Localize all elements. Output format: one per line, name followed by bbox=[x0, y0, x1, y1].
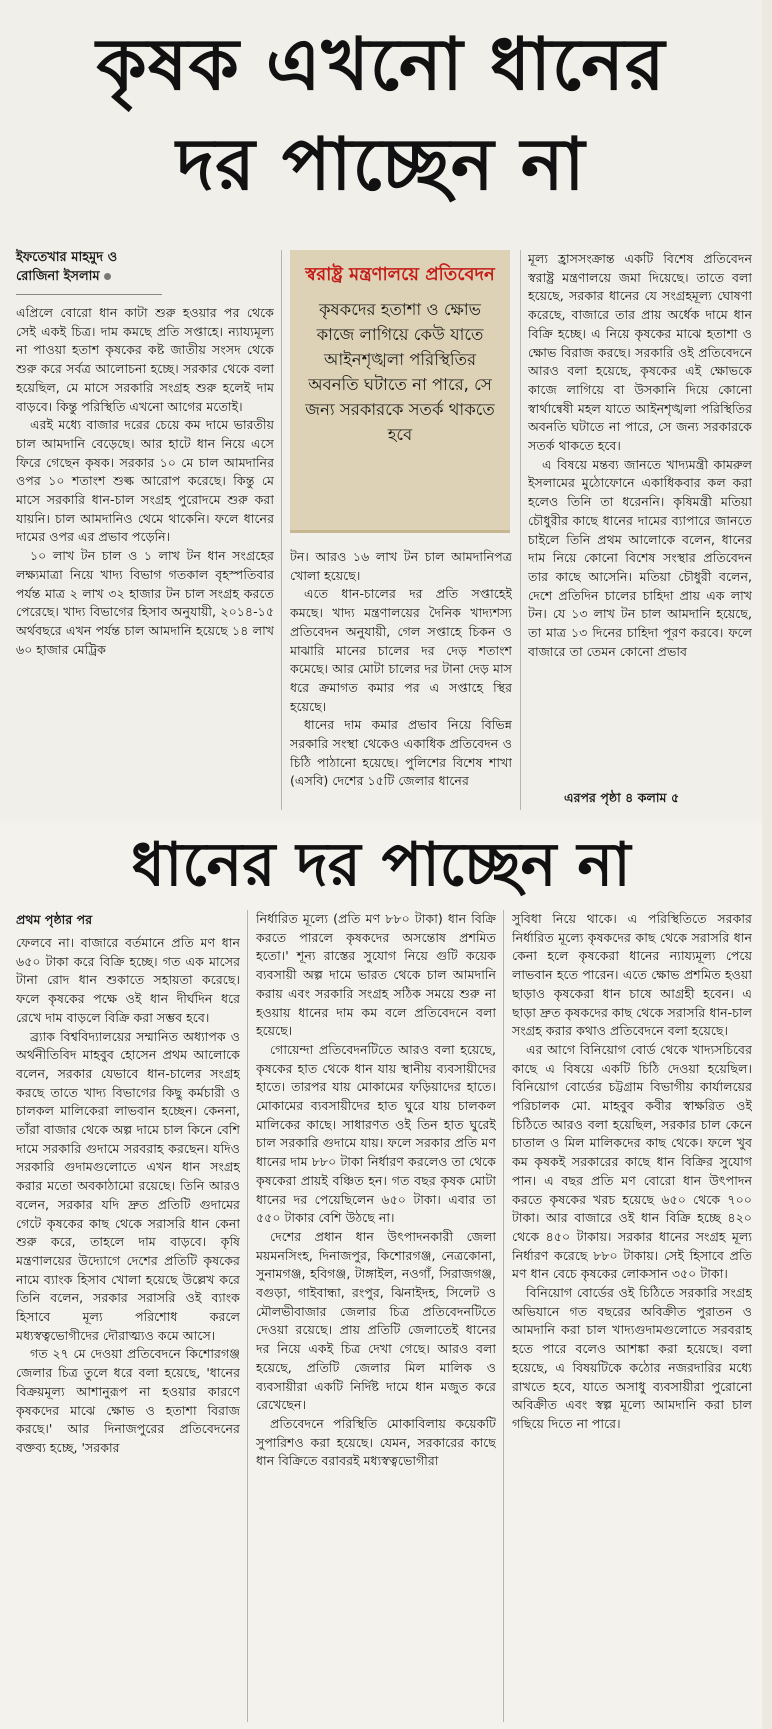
continued-on-page: এরপর পৃষ্ঠা ৪ কলাম ৫ bbox=[564, 790, 680, 805]
paragraph: এপ্রিলে বোরো ধান কাটা শুরু হওয়ার পর থেকে সেই একই চিত্র। দাম কমছে প্রতি সপ্তাহে। ন্যায্যমূল্য না পাওয়া হতাশ কৃষকের কষ্ট জাতীয় সংসদ থেকে শুরু করে সর্বত্র আলোচনা হচ্ছে। সরকার থেকে বলা হয়েছিল, মে মাসে সরকারি সংগ্রহ শুরু হলেই দাম বাড়বে। কিন্তু পরিস্থিতি এখনো আগের মতোই। bbox=[16, 305, 274, 414]
continued-from-label: প্রথম পৃষ্ঠার পর bbox=[16, 912, 93, 927]
paragraph: গত ২৭ মে দেওয়া প্রতিবেদনে কিশোরগঞ্জ জেলার চিত্র তুলে ধরে বলা হয়েছে, 'ধানের বিক্রয়মূল্য আশানুরূপ না হওয়ার কারণে কৃষকদের মাঝে ক্ষোভ ও হতাশা বিরাজ করছে।' আর দিনাজপুরের প্রতিবেদনের বক্তব্য হচ্ছে, 'সরকার bbox=[16, 1346, 240, 1455]
paragraph: নির্ধারিত মূল্যে (প্রতি মণ ৮৮০ টাকা) ধান বিক্রি করতে পারলে কৃষকদের অসন্তোষ প্রশমিত হতো।' শূন্য রাস্তের সুযোগ নিয়ে গুটি কয়েক ব্যবসায়ী অল্প দামে ভারত থেকে চাল আমদানি করায় এবং সরকারি সংগ্রহ সঠিক সময়ে শুরু না হওয়ায় ধানের দাম কম বলে প্রতিবেদনে বলা হয়েছে। bbox=[256, 911, 496, 1039]
byline bbox=[16, 248, 266, 286]
headline-line-1: কৃষক এখনো ধানের bbox=[96, 21, 666, 106]
paragraph: বিনিয়োগ বোর্ডের ওই চিঠিতে সরকারি সংগ্রহ অভিযানে গত বছরের অবিক্রীত পুরাতন ও আমদানি করা চাল খাদ্যগুদামগুলোতে সরবরাহ হতে পারে বলেও আশঙ্কা করা হয়েছে। বলা হয়েছে, এ বিষয়টিকে কঠোর নজরদারির মধ্যে রাখতে হবে, যাতে অসাধু ব্যবসায়ীরা পুরোনো অবিক্রীত এবং স্বল্প মূল্যে আমদানি করা চাল গছিয়ে দিতে না পারে। bbox=[512, 1285, 752, 1431]
paragraph: সুবিধা নিয়ে থাকে। এ পরিস্থিতিতে সরকার নির্ধারিত মূল্যে কৃষকদের কাছ থেকে সরাসরি ধান কেনা হলে কৃষকেরা ধানের ন্যায্যমূল্য পেয়ে লাভবান হতে পারেন। এতে ক্ষোভ প্রশমিত হওয়া ছাড়াও কৃষকেরা ধান চাষে আগ্রহী হবেন। এ ছাড়া দ্রুত কৃষকদের কাছ থেকে সরাসরি ধান-চাল সংগ্রহ করার কথাও প্রতিবেদনে বলা হয়েছে। bbox=[512, 911, 752, 1039]
article-column-3 bbox=[528, 250, 752, 784]
paragraph: ফেলবে না। বাজারে বর্তমানে প্রতি মণ ধান ৬৫০ টাকা করে বিক্রি হচ্ছে। গত এক মাসের টানা রোদ ধান শুকাতে সহায়তা করেছে। ফলে কৃষকের পক্ষে ওই ধান দীর্ঘদিন ধরে রেখে দাম বাড়লে বিক্রি করা সম্ভব হবে। bbox=[16, 935, 240, 1025]
paragraph: টন। আরও ১৬ লাখ টন চাল আমদানিপত্র খোলা হয়েছে। bbox=[290, 549, 512, 583]
continuation-headline: ধানের দর পাচ্ছেন না bbox=[131, 830, 631, 900]
bullet-icon bbox=[104, 273, 111, 280]
byline-author-2-text: রোজিনা ইসলাম bbox=[16, 269, 100, 284]
paragraph: দেশের প্রধান ধান উৎপাদনকারী জেলা ময়মনসিংহ, দিনাজপুর, কিশোরগঞ্জ, নেত্রকোনা, সুনামগঞ্জ, হবিগঞ্জ, টাঙ্গাইল, নওগাঁ, সিরাজগঞ্জ, বগুড়া, গাইবান্ধা, রংপুর, ঝিনাইদহ, সিলেট ও মৌলভীবাজার জেলার চিত্র প্রতিবেদনটিতে দেওয়া রয়েছে। প্রায় প্রতিটি জেলাতেই ধানের দর নিয়ে একই চিত্র দেখা গেছে। আরও বলা হয়েছে, প্রতিটি জেলার মিল মালিক ও ব্যবসায়ীরা একটি নির্দিষ্ট দামে ধান মজুত করে রেখেছেন। bbox=[256, 1228, 496, 1413]
column-divider bbox=[503, 910, 504, 1722]
continuation-column-2 bbox=[256, 910, 496, 1723]
paragraph: প্রতিবেদনে পরিস্থিতি মোকাবিলায় কয়েকটি সুপারিশও করা হয়েছে। যেমন, সরকারের কাছে ধান বিক্রিতে বরাবরই মধ্যস্বত্বভোগীরা bbox=[256, 1415, 496, 1469]
paragraph: ধানের দাম কমার প্রভাব নিয়ে বিভিন্ন সরকারি সংস্থা থেকেও একাধিক প্রতিবেদন ও চিঠি পাঠানো হয়েছে। পুলিশের বিশেষ শাখা (এসবি) দেশের ১৫টি জেলার ধানের bbox=[290, 717, 512, 789]
byline-author-1: ইফতেখার মাহমুদ ও bbox=[16, 250, 118, 265]
paragraph: গোয়েন্দা প্রতিবেদনটিতে আরও বলা হয়েছে, কৃষকের হাত থেকে ধান যায় স্থানীয় ব্যবসায়ীদের হাতে। তারপর যায় মোকামের ফড়িয়াদের হাতে। মোকামের ব্যবসায়ীদের হাত ঘুরে যায় চালকল মালিকের কাছে। সাধারণত ওই তিন হাত ঘুরেই চাল সরকারি গুদামে যায়। ফলে সরকার প্রতি মণ ধানের দাম ৮৮০ টাকা নির্ধারণ করলেও তা থেকে কৃষকেরা প্রায়ই বঞ্চিত হন। গত বছর কৃষক মোটা ধানের দর পেয়েছিলেন ৬৫০ টাকা। এবার তা ৫৫০ টাকার বেশি উঠছে না। bbox=[256, 1041, 496, 1226]
column-divider bbox=[247, 910, 248, 1722]
column-divider bbox=[281, 250, 282, 810]
article-column-1 bbox=[16, 304, 274, 814]
paragraph: এরই মধ্যে বাজার দরের চেয়ে কম দামে ভারতীয় চাল আমদানি বেড়েছে। আর হাটে ধান নিয়ে এসে ফিরে গেছেন কৃষক। সরকার ১০ মে চাল আমদানির ওপর ১০ শতাংশ শুল্ক আরোপ করেছে। কিন্তু মে মাসে সরকারি ধান-চাল সংগ্রহ পুরোদমে শুরু করা যায়নি। চাল আমদানিও থেমে থাকেনি। ফলে ধানের দামের ওপর এর প্রভাব পড়েনি। bbox=[16, 417, 274, 545]
article-column-2 bbox=[290, 548, 512, 814]
callout-title: স্বরাষ্ট্র মন্ত্রণালয়ে প্রতিবেদন bbox=[305, 264, 495, 285]
paragraph: মূল্য হ্রাসসংক্রান্ত একটি বিশেষ প্রতিবেদন স্বরাষ্ট্র মন্ত্রণালয়ে জমা দিয়েছে। তাতে বলা হয়েছে, সরকার ধানের যে সংগ্রহমূল্য ঘোষণা করেছে, বাজারে তার প্রায় অর্ধেক দামে ধান বিক্রি হচ্ছে। এ নিয়ে কৃষকের মাঝে হতাশা ও ক্ষোভ বিরাজ করছে। সরকারি ওই প্রতিবেদনে আরও বলা হয়েছে, কৃষকের এই ক্ষোভকে কাজে লাগিয়ে বা উসকানি দিয়ে কোনো স্বার্থান্বেষী মহল যাতে আইনশৃঙ্খলা পরিস্থিতির অবনতি ঘটাতে না পারে, সে জন্য সরকারকে সতর্ক থাকতে হবে। bbox=[528, 251, 752, 454]
headline-line-2: দর পাচ্ছেন না bbox=[176, 121, 586, 206]
byline-rule bbox=[16, 294, 162, 295]
callout-body: কৃষকদের হতাশা ও ক্ষোভ কাজে লাগিয়ে কেউ যাতে আইনশৃঙ্খলা পরিস্থিতির অবনতি ঘটাতে না পারে, সে জন্য সরকারকে সতর্ক থাকতে হবে bbox=[305, 300, 495, 444]
continuation-column-1 bbox=[16, 934, 240, 1723]
column-divider bbox=[520, 250, 521, 810]
byline-author-2 bbox=[16, 267, 266, 286]
paragraph: এতে ধান-চালের দর প্রতি সপ্তাহেই কমছে। খাদ্য মন্ত্রণালয়ের দৈনিক খাদ্যশস্য প্রতিবেদন অনুযায়ী, গেল সপ্তাহে চিকন ও মাঝারি মানের চালের দর দেড় শতাংশ কমেছে। আর মোটা চালের দর টানা দেড় মাস ধরে ক্রমাগত কমার পর এ সপ্তাহে স্থির হয়েছে। bbox=[290, 586, 512, 714]
paragraph: ১০ লাখ টন চাল ও ১ লাখ টন ধান সংগ্রহের লক্ষ্যমাত্রা নিয়ে খাদ্য বিভাগ গতকাল বৃহস্পতিবার পর্যন্ত মাত্র ২ লাখ ৩২ হাজার টন চাল সংগ্রহ করতে পেরেছে। খাদ্য বিভাগের হিসাব অনুযায়ী, ২০১৪-১৫ অর্থবছরে এখন পর্যন্ত চাল আমদানি হয়েছে ১৪ লাখ ৬০ হাজার মেট্রিক bbox=[16, 548, 274, 657]
callout-box bbox=[290, 250, 510, 533]
continuation-column-3 bbox=[512, 910, 752, 1723]
paragraph: এর আগে বিনিয়োগ বোর্ড থেকে খাদ্যসচিবের কাছে এ বিষয়ে একটি চিঠি দেওয়া হয়েছিল। বিনিয়োগ বোর্ডের চট্টগ্রাম বিভাগীয় কার্যালয়ের পরিচালক মো. মাহবুব কবীর স্বাক্ষরিত ওই চিঠিতে আরও বলা হয়েছিল, সরকার চাল কেনে চাতাল ও মিল মালিকদের কাছ থেকে। ফলে খুব কম কৃষকই সরকারের কাছে ধান বিক্রির সুযোগ পান। এ বছর প্রতি মণ বোরো ধান উৎপাদন করতে কৃষকের খরচ হয়েছে ৬৫০ থেকে ৭০০ টাকা। আর বাজারে ওই ধান বিক্রি হচ্ছে ৪২০ থেকে ৪৫০ টাকায়। সরকার ধানের সংগ্রহ মূল্য নির্ধারণ করেছে ৮৮০ টাকায়। সেই হিসাবে প্রতি মণ ধান বেচে কৃষকের লোকসান ৩৫০ টাকা। bbox=[512, 1041, 752, 1282]
paragraph: ব্র্যাক বিশ্ববিদ্যালয়ের সম্মানিত অধ্যাপক ও অর্থনীতিবিদ মাহবুব হোসেন প্রথম আলোকে বলেন, সরকার যেভাবে ধান-চালের সংগ্রহ করছে তাতে খাদ্য বিভাগের কিছু কর্মচারী ও চালকল মালিকেরা লাভবান হচ্ছেন। কেননা, তাঁরা বাজার থেকে অল্প দামে চাল কিনে বেশি দামে সরকারি গুদামে সরবরাহ করছেন। যদিও সরকারি গুদামগুলোতে এখন ধান সংগ্রহ করার মতো অবকাঠামো রয়েছে। তিনি আরও বলেন, সরকার যদি দ্রুত প্রতিটি গুদামের গেটে কৃষকের কাছ থেকে সরাসরি ধান কেনা শুরু করে, তাহলে দাম বাড়বে। কৃষি মন্ত্রণালয়ের উদ্যোগে দেশের প্রতিটি কৃষকের নামে ব্যাংক হিসাব খোলা হয়েছে উল্লেখ করে তিনি বলেন, সরকার সরাসরি ওই ব্যাংক হিসাবে মূল্য পরিশোধ করলে মধ্যস্বত্বভোগীদের দৌরাত্ম্যও কমে আসে। bbox=[16, 1028, 240, 1343]
paragraph: এ বিষয়ে মন্তব্য জানতে খাদ্যমন্ত্রী কামরুল ইসলামের মুঠোফোনে একাধিকবার কল করা হলেও তিনি তা ধরেননি। কৃষিমন্ত্রী মতিয়া চৌধুরীর কাছে ধানের দামের ব্যাপারে জানতে চাইলে তিনি প্রথম আলোকে বলেন, ধানের দাম নিয়ে কোনো বিশেষ সংস্থার প্রতিবেদন তার কাছে আসেনি। মতিয়া চৌধুরী বলেন, দেশে প্রতিদিন চালের চাহিদা প্রায় এক লাখ টন। যে ১৩ লাখ টন চাল আমদানি হয়েছে, তা মাত্র ১৩ দিনের চাহিদা পূরণ করবে। ফলে বাজারে তা তেমন কোনো প্রভাব bbox=[528, 456, 752, 659]
